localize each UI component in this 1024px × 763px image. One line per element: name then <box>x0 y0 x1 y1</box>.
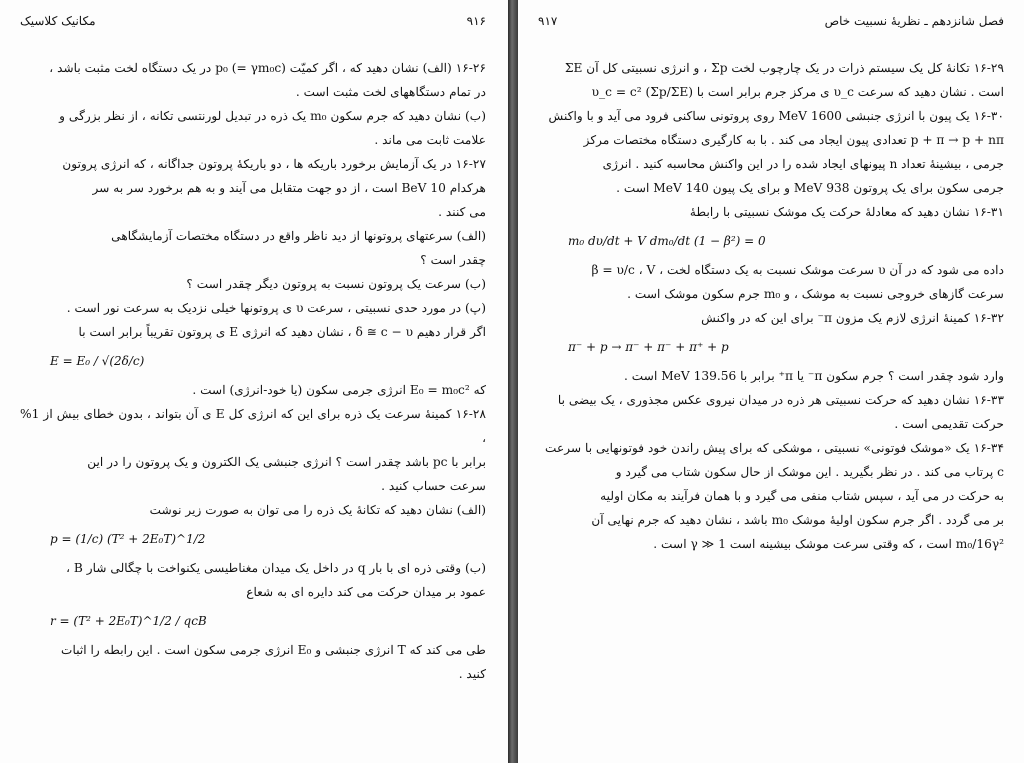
text-line: (پ) در مورد حدی نسبیتی ، سرعت υ ی پروتونها خیلی نزدیک به سرعت نور است . <box>66 301 486 315</box>
text-line: در تمام دستگاههای لخت مثبت است . <box>295 85 486 99</box>
text-line: جرمی ، بیشینهٔ تعداد n پیونهای ایجاد شده را در این واکنش محاسبه کنید . انرژی <box>602 157 1004 171</box>
text-line: جرمی سکون برای یک پروتون 938 MeV و برای یک پیون 140 MeV است . <box>616 181 1004 195</box>
text-line: c پرتاب می کند . در نظر بگیرید . این موشک از حال سکون شتاب می گیرد و <box>615 465 1004 479</box>
text-line: سرعت حساب کنید . <box>381 479 486 493</box>
text-line: اگر قرار دهیم δ ≅ c − υ ، نشان دهید که انرژی E ی پروتون تقریباً برابر است با <box>78 325 486 339</box>
left-page-header <box>20 14 486 36</box>
text-line: داده می شود که در آن υ سرعت موشک نسبت به یک دستگاه لخت ، β = υ/c ، V <box>591 263 1004 277</box>
text-line: ۱۶-۲۹ تکانهٔ کل یک سیستم ذرات در یک چارچوب لخت Σp ، و انرژی نسبیتی کل آن ΣE <box>564 61 1004 75</box>
right-page-header <box>538 14 1004 36</box>
text-line: (الف) نشان دهید که تکانهٔ یک ذره را می توان به صورت زیر نوشت <box>149 503 486 517</box>
book-gutter <box>508 0 518 763</box>
radius-formula: r = (T² + 2E₀T)^1/2 / qcB <box>50 614 207 628</box>
text-line: کنید . <box>458 667 486 681</box>
left-page-number: ۹۱۶ <box>466 14 486 28</box>
left-page-title: مکانیک کلاسیک <box>20 14 96 28</box>
energy-formula: E = E₀ / √(2δ/c) <box>50 354 145 368</box>
text-line: (ب) وقتی ذره ای با بار q در داخل یک میدان مغناطیسی یکنواخت با چگالی شار B ، <box>66 561 486 575</box>
text-line: چقدر است ؟ <box>420 253 486 267</box>
text-line: است . نشان دهید که سرعت υ_c ی مرکز جرم برابر است با (υ_c = c² (Σp/ΣE <box>591 85 1004 99</box>
text-line: ۱۶-۲۶ (الف) نشان دهید که ، اگر کمیّت (p₀ (= γm₀c در یک دستگاه لخت مثبت باشد ، <box>49 61 486 75</box>
right-page-title: فصل شانزدهم ـ نظریهٔ نسبیت خاص <box>824 14 1004 28</box>
text-line: ۱۶-۳۴ یک «موشک فوتونی» نسبیتی ، موشکی که برای پیش راندن خود فوتونهایی با سرعت <box>545 441 1004 455</box>
text-line: m₀/16γ² است ، که وقتی سرعت موشک بیشینه است γ ≫ 1 است . <box>653 537 1004 551</box>
right-page <box>518 0 1024 763</box>
text-line: ۱۶-۳۱ نشان دهید که معادلهٔ حرکت یک موشک نسبیتی با رابطهٔ <box>689 205 1004 219</box>
text-line: عمود بر میدان حرکت می کند دایره ای به شعاع <box>246 585 486 599</box>
text-line: p + π → p + nπ تعدادی پیون ایجاد می کند . با به کارگیری دستگاه مختصات مرکز <box>583 133 1004 147</box>
text-line: بر می گردد . اگر جرم سکون اولیهٔ موشک m₀ باشد ، نشان دهید که جرم نهایی آن <box>591 513 1004 527</box>
text-line: (الف) سرعتهای پروتونها از دید ناظر واقع در دستگاه مختصات آزمایشگاهی <box>111 229 486 243</box>
text-line: ۱۶-۳۲ کمینهٔ انرژی لازم یک مزون π⁻ برای این که در واکنش <box>701 311 1004 325</box>
text-line: ۱۶-۳۳ نشان دهید که حرکت نسبیتی هر ذره در میدان نیروی عکس مجذوری ، یک بیضی با <box>557 393 1004 407</box>
text-line: حرکت تقدیمی است . <box>894 417 1004 431</box>
text-line: ۱۶-۲۸ کمینهٔ سرعت یک ذره برای این که انرژی کل E ی آن بتواند ، بدون خطای بیش از 1% ، <box>20 407 486 445</box>
text-line: ۱۶-۲۷ در یک آزمایش برخورد باریکه ها ، دو باریکهٔ پروتون جداگانه ، که انرژی پروتون <box>62 157 486 171</box>
text-line: سرعت گازهای خروجی نسبت به موشک ، و m₀ جرم سکون موشک است . <box>627 287 1004 301</box>
text-line: هرکدام 10 BeV است ، از دو جهت متقابل می آیند و به هم برخورد سر به سر <box>92 181 486 195</box>
text-line: ۱۶-۳۰ یک پیون با انرژی جنبشی 1600 MeV روی پروتونی ساکنی فرود می آید و با واکنش <box>548 109 1004 123</box>
rocket-equation: m₀ dυ/dt + V dm₀/dt (1 − β²) = 0 <box>568 234 766 248</box>
text-line: به حرکت در می آید ، سپس شتاب منفی می گیرد و با همان فرآیند به مکان اولیه <box>600 489 1004 503</box>
text-line: می کنند . <box>438 205 486 219</box>
text-line: طی می کند که T انرژی جنبشی و E₀ انرژی جرمی سکون است . این رابطه را اثبات <box>61 643 486 657</box>
text-line: (ب) نشان دهید که جرم سکون m₀ یک ذره در تبدیل لورنتسی تکانه ، از نظر بزرگی و <box>59 109 486 123</box>
momentum-formula: p = (1/c) (T² + 2E₀T)^1/2 <box>50 532 206 546</box>
text-line: (ب) سرعت یک پروتون نسبت به پروتون دیگر چقدر است ؟ <box>186 277 486 291</box>
left-page <box>0 0 508 763</box>
right-page-number: ۹۱۷ <box>538 14 558 28</box>
text-line: برابر با pc باشد چقدر است ؟ انرژی جنبشی یک الکترون و یک پروتون را در این <box>87 455 486 469</box>
text-line: وارد شود چقدر است ؟ جرم سکون π⁻ یا π⁺ برابر با 139.56 MeV است . <box>624 369 1004 383</box>
reaction-formula: π⁻ + p → π⁻ + π⁻ + π⁺ + p <box>568 340 729 354</box>
text-line: علامت ثابت می ماند . <box>374 133 486 147</box>
text-line: که E₀ = m₀c² انرژی جرمی سکون (یا خود-انرژی) است . <box>192 383 486 397</box>
